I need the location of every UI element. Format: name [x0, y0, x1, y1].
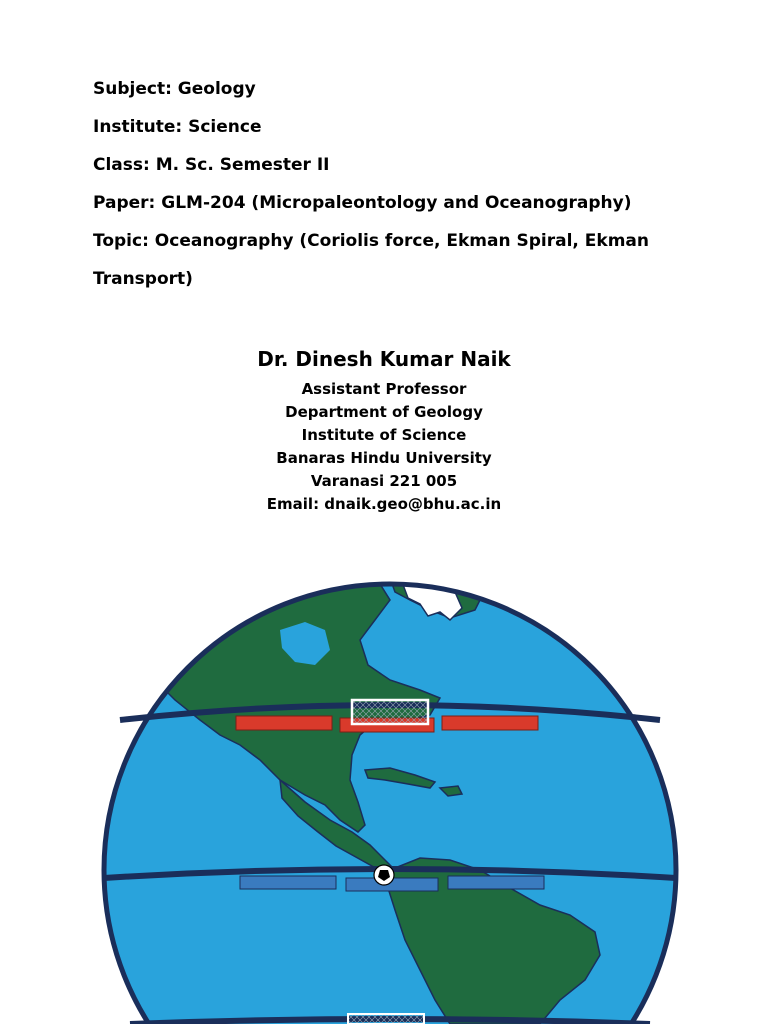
- soccer-goal-icon: [352, 700, 428, 724]
- train-car: [448, 876, 544, 889]
- soccer-ball-icon: [374, 865, 394, 885]
- paper-line: Paper: GLM-204 (Micropaleontology and Oceanography): [93, 193, 632, 213]
- goal-net: [352, 700, 428, 724]
- author-department: Department of Geology: [285, 403, 483, 421]
- globe-icon: [90, 570, 690, 1024]
- author-institute: Institute of Science: [301, 426, 467, 444]
- goal-net-bottom: [348, 1014, 424, 1024]
- author-university: Banaras Hindu University: [276, 449, 492, 467]
- topic-line-continued: Transport): [93, 269, 193, 289]
- train-car: [442, 716, 538, 730]
- train-car: [236, 716, 332, 730]
- author-city: Varanasi 221 005: [310, 472, 458, 490]
- institute-line: Institute: Science: [93, 117, 262, 137]
- author-email: Email: dnaik.geo@bhu.ac.in: [266, 495, 502, 513]
- document-details: [93, 74, 733, 302]
- author-designation: Assistant Professor: [301, 380, 467, 398]
- author-name: Dr. Dinesh Kumar Naik: [257, 347, 511, 371]
- class-line: Class: M. Sc. Semester II: [93, 155, 330, 175]
- train-car: [240, 876, 336, 889]
- topic-line: Topic: Oceanography (Coriolis force, Ekman Spiral, Ekman: [93, 231, 649, 251]
- subject-line: Subject: Geology: [93, 79, 256, 99]
- author-block: [0, 342, 768, 516]
